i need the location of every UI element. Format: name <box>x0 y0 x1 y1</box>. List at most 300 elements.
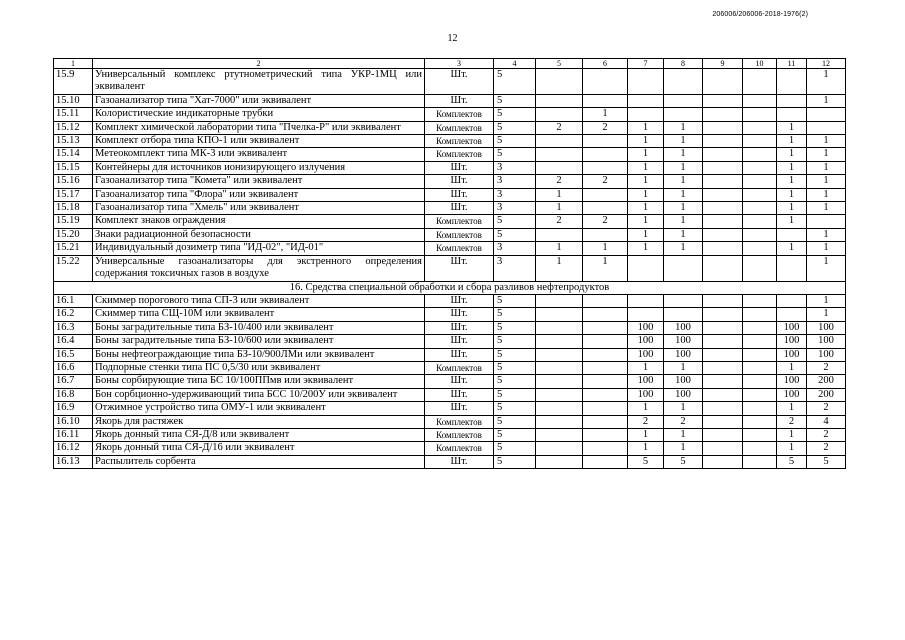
item-qty-c12: 1 <box>807 94 846 107</box>
table-row <box>54 294 846 307</box>
item-qty-c10 <box>743 202 777 215</box>
item-unit: Комплектов <box>425 228 494 241</box>
item-qty-c12 <box>807 215 846 228</box>
item-qty-c10 <box>743 335 777 348</box>
item-name: Якорь донный типа СЯ-Д/16 или эквивалент <box>93 442 425 455</box>
item-qty-c9 <box>703 121 743 134</box>
item-qty-c11: 100 <box>777 375 807 388</box>
item-qty-c10 <box>743 242 777 255</box>
item-number: 15.9 <box>54 69 93 95</box>
item-qty-c11: 2 <box>777 415 807 428</box>
item-qty-c8: 100 <box>664 348 703 361</box>
table-row <box>54 321 846 334</box>
item-qty-c5 <box>536 308 583 321</box>
table-row <box>54 255 846 281</box>
item-qty-c9 <box>703 415 743 428</box>
item-qty-col4: 5 <box>494 69 536 95</box>
item-qty-c7 <box>628 108 664 121</box>
item-qty-c10 <box>743 175 777 188</box>
item-qty-c11: 1 <box>777 121 807 134</box>
item-qty-c6 <box>583 308 628 321</box>
item-unit: Шт. <box>425 321 494 334</box>
item-qty-c7: 1 <box>628 361 664 374</box>
item-qty-c11: 1 <box>777 148 807 161</box>
item-unit: Шт. <box>425 175 494 188</box>
item-qty-c5 <box>536 375 583 388</box>
item-qty-c9 <box>703 361 743 374</box>
item-qty-c10 <box>743 294 777 307</box>
item-qty-col4: 3 <box>494 161 536 174</box>
column-number: 6 <box>583 59 628 69</box>
item-qty-c6: 1 <box>583 255 628 281</box>
item-qty-c9 <box>703 348 743 361</box>
item-qty-c5 <box>536 455 583 468</box>
item-qty-c10 <box>743 455 777 468</box>
table-row <box>54 348 846 361</box>
item-qty-c11 <box>777 294 807 307</box>
column-number: 1 <box>54 59 93 69</box>
item-qty-c5 <box>536 402 583 415</box>
item-name: Колористические индикаторные трубки <box>93 108 425 121</box>
item-qty-c6 <box>583 188 628 201</box>
item-qty-c7 <box>628 94 664 107</box>
item-qty-c5: 2 <box>536 121 583 134</box>
item-qty-col4: 3 <box>494 202 536 215</box>
item-name: Газоанализатор типа "Комета" или эквивалент <box>93 175 425 188</box>
item-qty-c8 <box>664 294 703 307</box>
table-row <box>54 242 846 255</box>
item-qty-col4: 5 <box>494 121 536 134</box>
column-number: 5 <box>536 59 583 69</box>
table-row <box>54 215 846 228</box>
item-qty-c11: 1 <box>777 442 807 455</box>
item-number: 16.13 <box>54 455 93 468</box>
item-qty-c5 <box>536 161 583 174</box>
table-row <box>54 175 846 188</box>
item-qty-c12: 200 <box>807 375 846 388</box>
item-qty-c8: 5 <box>664 455 703 468</box>
item-qty-c11 <box>777 308 807 321</box>
item-qty-c10 <box>743 388 777 401</box>
section-header-row <box>54 281 846 294</box>
item-qty-c5 <box>536 348 583 361</box>
item-number: 15.13 <box>54 135 93 148</box>
item-name: Отжимное устройство типа ОМУ-1 или эквивалент <box>93 402 425 415</box>
item-qty-c10 <box>743 161 777 174</box>
item-qty-c11: 5 <box>777 455 807 468</box>
item-qty-c8: 1 <box>664 121 703 134</box>
item-qty-c10 <box>743 135 777 148</box>
column-number: 7 <box>628 59 664 69</box>
item-unit: Шт. <box>425 402 494 415</box>
item-qty-c9 <box>703 175 743 188</box>
table-row <box>54 94 846 107</box>
item-number: 15.12 <box>54 121 93 134</box>
item-number: 15.19 <box>54 215 93 228</box>
item-qty-c10 <box>743 148 777 161</box>
item-qty-c8: 1 <box>664 215 703 228</box>
item-qty-col4: 5 <box>494 415 536 428</box>
item-qty-c5: 1 <box>536 242 583 255</box>
item-qty-c5: 1 <box>536 255 583 281</box>
item-qty-c6 <box>583 348 628 361</box>
item-unit: Комплектов <box>425 148 494 161</box>
item-name: Комплект химической лаборатории типа "Пчелка-Р" или эквивалент <box>93 121 425 134</box>
item-qty-c10 <box>743 215 777 228</box>
item-qty-c6: 2 <box>583 215 628 228</box>
item-qty-c12: 5 <box>807 455 846 468</box>
item-qty-c12: 1 <box>807 242 846 255</box>
item-qty-c8: 1 <box>664 135 703 148</box>
item-name: Якорь для растяжек <box>93 415 425 428</box>
item-qty-c8: 100 <box>664 335 703 348</box>
item-qty-c9 <box>703 335 743 348</box>
item-qty-c8: 2 <box>664 415 703 428</box>
item-number: 15.22 <box>54 255 93 281</box>
item-qty-c10 <box>743 348 777 361</box>
item-unit: Комплектов <box>425 108 494 121</box>
page-number: 12 <box>447 33 458 44</box>
item-qty-c10 <box>743 121 777 134</box>
item-qty-c5 <box>536 69 583 95</box>
item-number: 16.10 <box>54 415 93 428</box>
item-qty-c5 <box>536 108 583 121</box>
item-qty-c8: 1 <box>664 402 703 415</box>
item-qty-col4: 5 <box>494 348 536 361</box>
column-number: 9 <box>703 59 743 69</box>
item-qty-c7 <box>628 255 664 281</box>
table-row <box>54 388 846 401</box>
item-qty-c9 <box>703 215 743 228</box>
item-qty-col4: 5 <box>494 108 536 121</box>
item-qty-c12: 100 <box>807 335 846 348</box>
table-row <box>54 69 846 95</box>
item-qty-c5 <box>536 388 583 401</box>
item-qty-c11: 1 <box>777 402 807 415</box>
table-row <box>54 308 846 321</box>
item-number: 15.14 <box>54 148 93 161</box>
item-qty-c6 <box>583 335 628 348</box>
item-name: Газоанализатор типа "Флора" или эквивалент <box>93 188 425 201</box>
item-qty-c11 <box>777 255 807 281</box>
item-qty-col4: 3 <box>494 188 536 201</box>
item-qty-c5: 1 <box>536 202 583 215</box>
item-unit: Шт. <box>425 69 494 95</box>
item-qty-c10 <box>743 415 777 428</box>
item-qty-c7: 5 <box>628 455 664 468</box>
item-name: Знаки радиационной безопасности <box>93 228 425 241</box>
item-name: Скиммер типа СЩ-10М или эквивалент <box>93 308 425 321</box>
item-qty-c6: 1 <box>583 108 628 121</box>
item-qty-c11 <box>777 108 807 121</box>
item-unit: Шт. <box>425 308 494 321</box>
item-qty-c6 <box>583 228 628 241</box>
item-qty-c10 <box>743 108 777 121</box>
item-name: Универсальные газоанализаторы для экстренного определения содержания токсичных газов в воздухе <box>93 255 425 281</box>
item-qty-c5 <box>536 321 583 334</box>
item-qty-c9 <box>703 255 743 281</box>
item-qty-c8: 1 <box>664 428 703 441</box>
item-qty-c9 <box>703 202 743 215</box>
item-qty-c5 <box>536 428 583 441</box>
item-qty-c7: 1 <box>628 175 664 188</box>
item-name: Газоанализатор типа "Хмель" или эквивалент <box>93 202 425 215</box>
item-qty-c12: 2 <box>807 428 846 441</box>
item-qty-c12: 1 <box>807 188 846 201</box>
item-number: 16.3 <box>54 321 93 334</box>
item-qty-c9 <box>703 69 743 95</box>
item-qty-col4: 3 <box>494 255 536 281</box>
item-qty-c6 <box>583 69 628 95</box>
item-qty-c7: 1 <box>628 202 664 215</box>
equipment-table <box>53 58 846 469</box>
item-qty-col4: 5 <box>494 375 536 388</box>
item-qty-c6 <box>583 202 628 215</box>
item-qty-c11: 100 <box>777 388 807 401</box>
column-number: 2 <box>93 59 425 69</box>
item-number: 15.10 <box>54 94 93 107</box>
item-unit: Комплектов <box>425 428 494 441</box>
item-qty-c6: 1 <box>583 242 628 255</box>
item-unit: Комплектов <box>425 215 494 228</box>
item-qty-c11: 100 <box>777 335 807 348</box>
item-qty-c8: 1 <box>664 228 703 241</box>
table-row <box>54 135 846 148</box>
item-qty-c5 <box>536 335 583 348</box>
item-unit: Шт. <box>425 202 494 215</box>
item-qty-c7: 1 <box>628 121 664 134</box>
item-qty-col4: 5 <box>494 228 536 241</box>
item-qty-c9 <box>703 388 743 401</box>
item-qty-c6 <box>583 388 628 401</box>
item-unit: Комплектов <box>425 442 494 455</box>
item-qty-col4: 5 <box>494 148 536 161</box>
item-qty-c9 <box>703 402 743 415</box>
item-qty-c7: 2 <box>628 415 664 428</box>
item-unit: Шт. <box>425 348 494 361</box>
item-number: 16.2 <box>54 308 93 321</box>
item-qty-c8 <box>664 255 703 281</box>
item-qty-c12 <box>807 108 846 121</box>
item-name: Боны сорбирующие типа БС 10/100ППмв или эквивалент <box>93 375 425 388</box>
item-qty-c6 <box>583 428 628 441</box>
item-qty-c11: 1 <box>777 215 807 228</box>
item-qty-col4: 5 <box>494 308 536 321</box>
item-qty-c7: 1 <box>628 215 664 228</box>
item-qty-c12: 1 <box>807 308 846 321</box>
item-qty-c9 <box>703 242 743 255</box>
item-qty-col4: 5 <box>494 455 536 468</box>
item-name: Боны заградительные типа БЗ-10/600 или эквивалент <box>93 335 425 348</box>
item-qty-c6 <box>583 161 628 174</box>
item-qty-col4: 5 <box>494 388 536 401</box>
item-number: 15.11 <box>54 108 93 121</box>
item-qty-c7: 100 <box>628 375 664 388</box>
item-qty-c6 <box>583 455 628 468</box>
item-qty-c11: 1 <box>777 428 807 441</box>
item-qty-col4: 5 <box>494 402 536 415</box>
item-unit: Комплектов <box>425 242 494 255</box>
item-unit: Шт. <box>425 188 494 201</box>
item-unit: Шт. <box>425 375 494 388</box>
item-qty-c10 <box>743 361 777 374</box>
item-qty-c10 <box>743 442 777 455</box>
item-qty-c9 <box>703 188 743 201</box>
item-qty-c7 <box>628 69 664 95</box>
item-name: Распылитель сорбента <box>93 455 425 468</box>
item-name: Метеокомплект типа МК-3 или эквивалент <box>93 148 425 161</box>
item-qty-c8: 1 <box>664 161 703 174</box>
item-name: Газоанализатор типа "Хат-7000" или эквивалент <box>93 94 425 107</box>
item-name: Бон сорбционно-удерживающий типа БСС 10/200У или эквивалент <box>93 388 425 401</box>
column-number: 8 <box>664 59 703 69</box>
item-qty-c12: 1 <box>807 202 846 215</box>
item-qty-c6 <box>583 361 628 374</box>
item-qty-c7: 1 <box>628 242 664 255</box>
item-unit: Шт. <box>425 294 494 307</box>
column-number: 10 <box>743 59 777 69</box>
item-number: 16.7 <box>54 375 93 388</box>
item-qty-c11: 1 <box>777 161 807 174</box>
item-qty-c6 <box>583 94 628 107</box>
item-qty-c6: 2 <box>583 175 628 188</box>
item-qty-col4: 5 <box>494 442 536 455</box>
item-qty-col4: 3 <box>494 242 536 255</box>
item-qty-col4: 3 <box>494 175 536 188</box>
column-number: 12 <box>807 59 846 69</box>
item-qty-c9 <box>703 228 743 241</box>
item-qty-c9 <box>703 94 743 107</box>
table-row <box>54 428 846 441</box>
column-number-row <box>54 59 846 69</box>
item-name: Индивидуальный дозиметр типа "ИД-02", "ИД-01" <box>93 242 425 255</box>
item-qty-c11 <box>777 94 807 107</box>
item-qty-c5 <box>536 415 583 428</box>
item-qty-c7: 1 <box>628 442 664 455</box>
item-qty-c6: 2 <box>583 121 628 134</box>
item-qty-c5 <box>536 442 583 455</box>
item-qty-c8 <box>664 69 703 95</box>
item-qty-col4: 5 <box>494 335 536 348</box>
item-qty-c7: 1 <box>628 428 664 441</box>
item-unit: Шт. <box>425 161 494 174</box>
table-row <box>54 335 846 348</box>
item-unit: Комплектов <box>425 415 494 428</box>
item-qty-c12: 1 <box>807 228 846 241</box>
item-qty-c11: 1 <box>777 188 807 201</box>
item-qty-c12 <box>807 121 846 134</box>
item-qty-c8: 1 <box>664 242 703 255</box>
item-qty-col4: 5 <box>494 361 536 374</box>
item-qty-c7 <box>628 308 664 321</box>
item-qty-c10 <box>743 402 777 415</box>
item-number: 15.17 <box>54 188 93 201</box>
item-qty-c10 <box>743 321 777 334</box>
item-name: Комплект отбора типа КПО-1 или эквивалент <box>93 135 425 148</box>
item-qty-c6 <box>583 402 628 415</box>
item-qty-c10 <box>743 188 777 201</box>
item-qty-c5: 1 <box>536 188 583 201</box>
item-number: 15.18 <box>54 202 93 215</box>
table-row <box>54 148 846 161</box>
table-row <box>54 402 846 415</box>
item-number: 16.9 <box>54 402 93 415</box>
column-number: 3 <box>425 59 494 69</box>
item-qty-c7 <box>628 294 664 307</box>
item-qty-c12: 2 <box>807 402 846 415</box>
item-number: 16.6 <box>54 361 93 374</box>
table-row <box>54 188 846 201</box>
table-row <box>54 202 846 215</box>
item-unit: Шт. <box>425 455 494 468</box>
item-qty-c12: 4 <box>807 415 846 428</box>
item-unit: Шт. <box>425 335 494 348</box>
item-qty-c7: 100 <box>628 335 664 348</box>
item-qty-col4: 5 <box>494 428 536 441</box>
item-qty-c8: 100 <box>664 388 703 401</box>
item-qty-c9 <box>703 321 743 334</box>
item-qty-c7: 100 <box>628 321 664 334</box>
item-number: 16.4 <box>54 335 93 348</box>
column-number: 4 <box>494 59 536 69</box>
item-qty-c7: 100 <box>628 388 664 401</box>
item-qty-c8 <box>664 94 703 107</box>
item-name: Боны нефтеограждающие типа БЗ-10/900ЛМи или эквивалент <box>93 348 425 361</box>
item-number: 16.1 <box>54 294 93 307</box>
item-qty-c12: 1 <box>807 135 846 148</box>
item-number: 15.15 <box>54 161 93 174</box>
item-qty-c9 <box>703 161 743 174</box>
item-qty-c5: 2 <box>536 215 583 228</box>
item-unit: Комплектов <box>425 121 494 134</box>
item-qty-c12: 1 <box>807 255 846 281</box>
item-qty-c12: 100 <box>807 348 846 361</box>
item-qty-c9 <box>703 375 743 388</box>
item-qty-c12: 200 <box>807 388 846 401</box>
item-qty-c11: 1 <box>777 361 807 374</box>
table-row <box>54 108 846 121</box>
item-number: 16.12 <box>54 442 93 455</box>
item-qty-c5 <box>536 228 583 241</box>
item-qty-c7: 1 <box>628 135 664 148</box>
item-qty-c6 <box>583 375 628 388</box>
item-qty-c10 <box>743 255 777 281</box>
item-qty-c9 <box>703 428 743 441</box>
item-qty-c6 <box>583 148 628 161</box>
table-row <box>54 442 846 455</box>
item-qty-c11 <box>777 69 807 95</box>
item-qty-c10 <box>743 375 777 388</box>
section-title: 16. Средства специальной обработки и сбора разливов нефтепродуктов <box>54 281 846 294</box>
item-number: 15.21 <box>54 242 93 255</box>
item-qty-c5: 2 <box>536 175 583 188</box>
document-id: 206006/206006-2018-1976(2) <box>712 11 808 18</box>
item-unit: Шт. <box>425 94 494 107</box>
item-number: 16.8 <box>54 388 93 401</box>
item-number: 15.16 <box>54 175 93 188</box>
item-qty-col4: 5 <box>494 321 536 334</box>
item-qty-c5 <box>536 148 583 161</box>
item-qty-c11: 1 <box>777 202 807 215</box>
item-qty-c12: 2 <box>807 442 846 455</box>
item-qty-col4: 5 <box>494 135 536 148</box>
item-qty-c7: 1 <box>628 161 664 174</box>
item-name: Скиммер порогового типа СП-3 или эквивалент <box>93 294 425 307</box>
item-qty-c12: 1 <box>807 175 846 188</box>
table-row <box>54 161 846 174</box>
item-qty-c5 <box>536 294 583 307</box>
item-unit: Комплектов <box>425 361 494 374</box>
